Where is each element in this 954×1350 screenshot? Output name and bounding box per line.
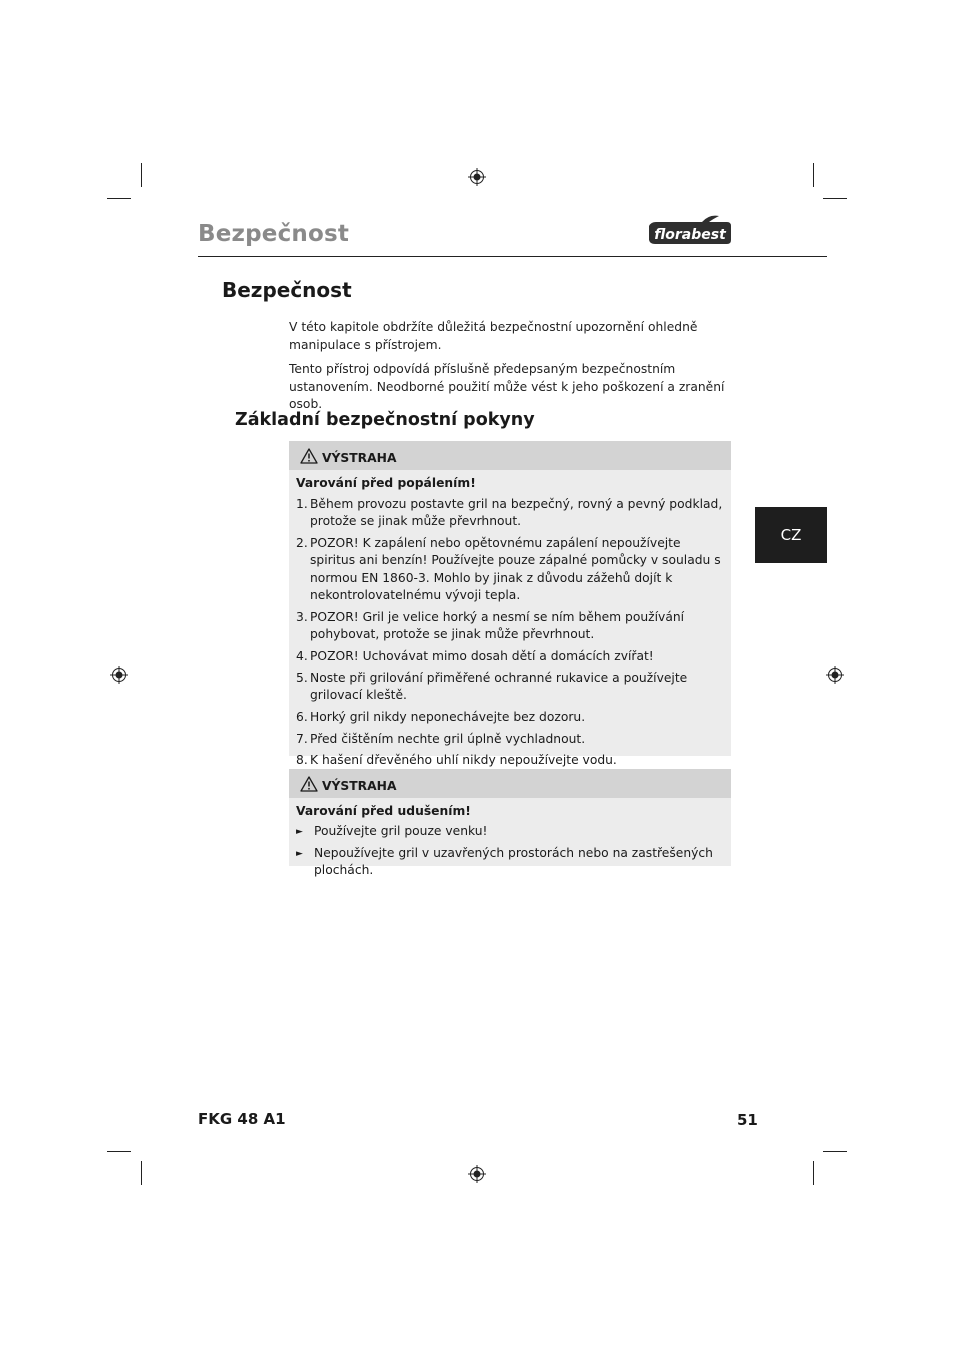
item-number: 8. — [296, 753, 308, 768]
item-text: Horký gril nikdy neponechávejte bez dozoru. — [310, 709, 586, 724]
item-text: Během provozu postavte gril na bezpečný, rovný a pevný podklad, protože se jinak může převrhnout. — [310, 497, 723, 529]
item-text: Nepoužívejte gril v uzavřených prostorách nebo na zastřešených plochách. — [314, 845, 713, 878]
crop-mark — [107, 1151, 131, 1152]
list-item — [296, 845, 723, 880]
warning-bullet-list — [289, 823, 731, 888]
crop-mark — [823, 198, 847, 199]
section-title: Bezpečnost — [222, 278, 352, 302]
crop-mark — [813, 163, 814, 187]
warning-label: VÝSTRAHA — [322, 450, 397, 465]
intro-paragraph: V této kapitole obdržíte důležitá bezpečnostní upozornění ohledně manipulace s přístrojem. — [289, 320, 698, 352]
list-item — [296, 535, 723, 604]
item-number: 4. — [296, 648, 308, 663]
warning-triangle-icon — [300, 776, 318, 792]
bullet-arrow-icon: ► — [296, 848, 303, 859]
warning-triangle-icon — [300, 448, 318, 464]
registration-mark-icon — [468, 1165, 486, 1183]
intro-paragraph: Tento přístroj odpovídá příslušně předepsaným bezpečnostním ustanovením. Neodborné použití může vést k jeho poškození a zranění osob. — [289, 362, 725, 411]
warning-label: VÝSTRAHA — [322, 778, 397, 793]
crop-mark — [107, 198, 131, 199]
item-number: 2. — [296, 536, 308, 551]
item-text: Používejte gril pouze venku! — [314, 824, 488, 838]
warning-header — [289, 769, 731, 798]
crop-mark — [823, 1151, 847, 1152]
svg-text:florabest: florabest — [654, 227, 726, 243]
warning-subtitle: Varování před popálením! — [296, 476, 476, 490]
warning-header — [289, 441, 731, 470]
item-text: K hašení dřevěného uhlí nikdy nepoužívejte vodu. — [310, 753, 617, 768]
warning-subtitle: Varování před udušením! — [296, 804, 471, 818]
item-text: Před čištěním nechte gril úplně vychladnout. — [310, 731, 586, 746]
crop-mark — [813, 1161, 814, 1185]
item-text: POZOR! Gril je velice horký a nesmí se ním během používání pohybovat, protože se jinak může převrhnout. — [310, 609, 685, 642]
registration-mark-icon — [468, 168, 486, 186]
crop-mark — [141, 163, 142, 187]
registration-mark-icon — [110, 666, 128, 684]
page-header-title: Bezpečnost — [198, 221, 350, 247]
item-number: 7. — [296, 731, 308, 746]
warning-box-suffocation — [289, 769, 731, 878]
list-item — [296, 752, 723, 769]
list-item — [296, 709, 723, 726]
list-item — [296, 670, 723, 705]
item-text: POZOR! K zapálení nebo opětovnému zapálení nepoužívejte spiritus ani benzín! Používejte pouze zápalné pomůcky v souladu s normou EN 1860-3. Mohlo by jinak z důvodu zážehů dojít k nekontrolovatelnému vývoji tepla. — [310, 536, 721, 602]
crop-mark — [141, 1161, 142, 1185]
list-item — [296, 496, 723, 531]
item-number: 5. — [296, 670, 308, 685]
warning-list — [289, 496, 731, 778]
footer-model: FKG 48 A1 — [198, 1110, 286, 1128]
subsection-title: Základní bezpečnostní pokyny — [235, 410, 535, 430]
item-number: 1. — [296, 497, 308, 511]
warning-box-burns — [289, 441, 731, 768]
item-text: POZOR! Uchovávat mimo dosah dětí a domácích zvířat! — [310, 648, 654, 663]
list-item — [296, 731, 723, 748]
registration-mark-icon — [826, 666, 844, 684]
item-number: 6. — [296, 709, 308, 724]
language-tab: CZ — [755, 507, 827, 563]
bullet-arrow-icon: ► — [296, 827, 303, 837]
header-divider — [198, 256, 827, 257]
list-item — [296, 823, 723, 840]
item-text: Noste při grilování přiměřené ochranné rukavice a používejte grilovací kleště. — [310, 670, 688, 702]
page-number: 51 — [737, 1111, 758, 1129]
list-item — [296, 648, 723, 665]
list-item — [296, 609, 723, 644]
item-number: 3. — [296, 609, 308, 624]
florabest-logo — [647, 214, 733, 246]
